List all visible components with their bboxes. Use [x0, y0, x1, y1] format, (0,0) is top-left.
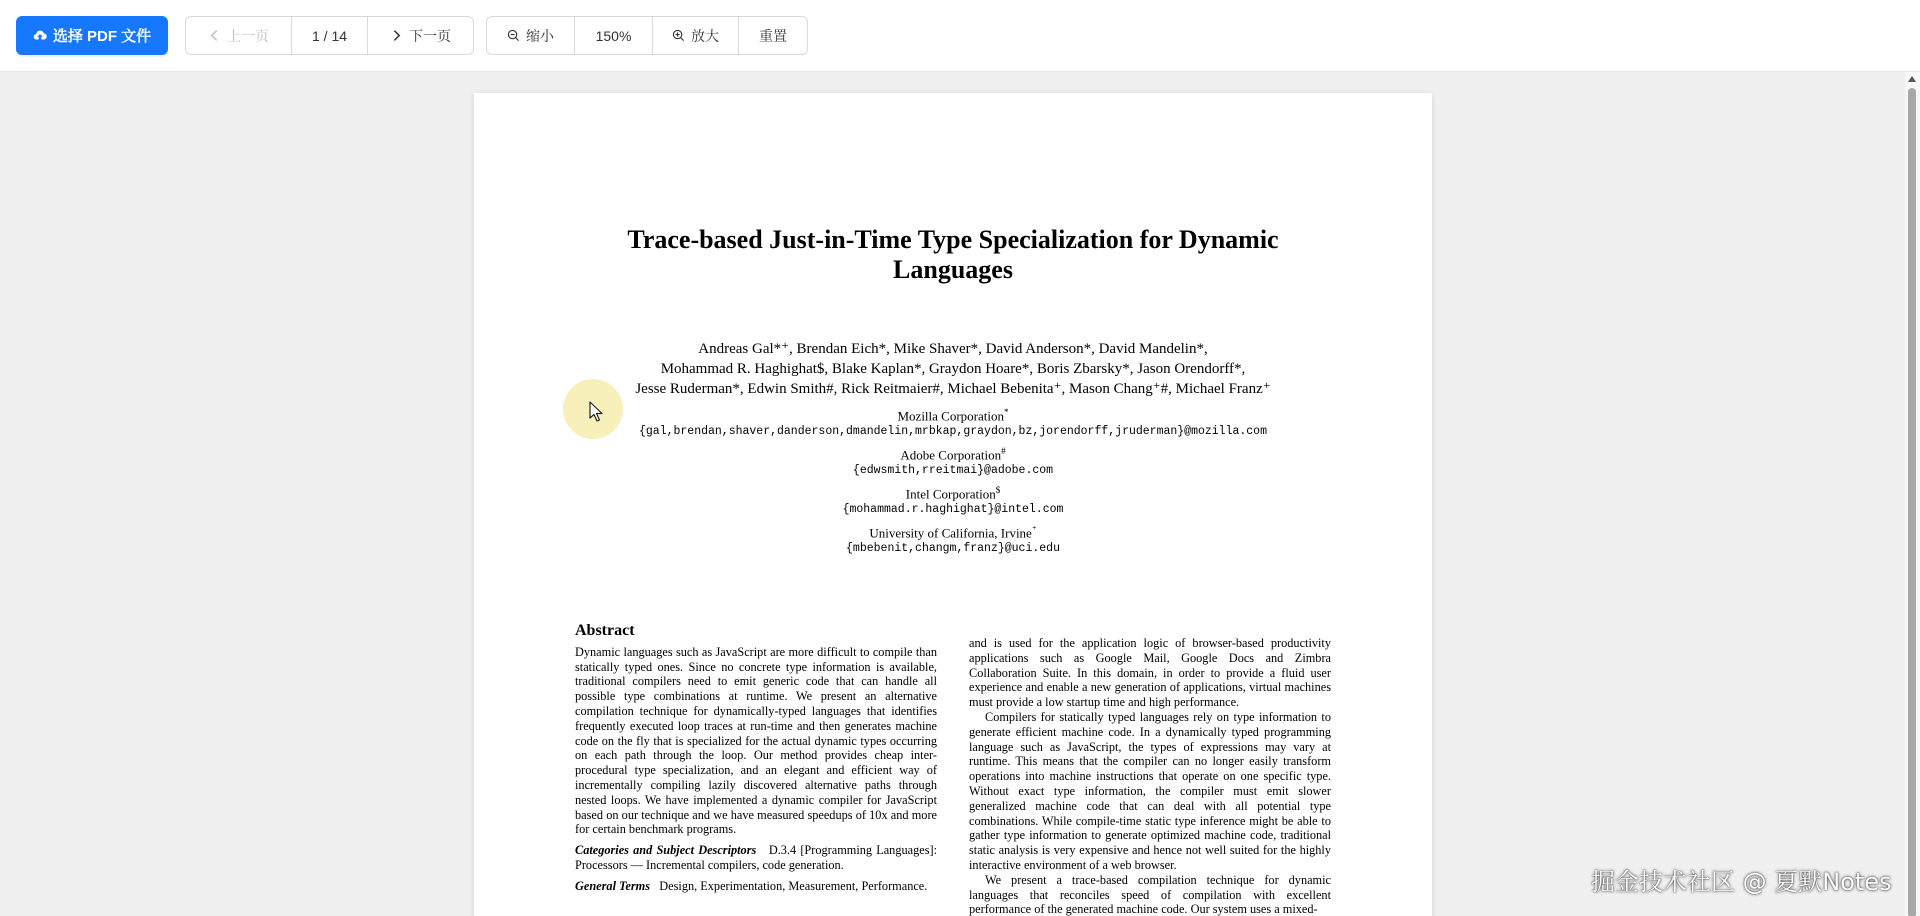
- zoom-out-icon: [507, 29, 520, 42]
- page-indicator: 1 / 14: [292, 17, 368, 54]
- prev-page-button[interactable]: [186, 17, 292, 54]
- abstract-heading: Abstract: [575, 622, 635, 639]
- intro-paragraph-3: We present a trace-based compilation technique for dynamic languages that reconciles speed of compilation with excellent performance of the generated machine code. Our system uses a mixed-: [969, 872, 1331, 916]
- scroll-up-arrow-icon[interactable]: [1908, 76, 1916, 82]
- page-nav-group: [185, 16, 474, 55]
- next-page-label: 下一页: [409, 27, 451, 44]
- intro-paragraph-1: and is used for the application logic of browser-based productivity applications such as Google Mail, Google Docs and Zimbra Collaboration Suite. In this domain, in order to provide a fluid user experience and enable a new generation of applications, virtual machines must provide a low startup time and high performance.: [969, 636, 1331, 710]
- zoom-in-icon: [672, 29, 685, 42]
- chevron-left-icon: [208, 29, 221, 42]
- affiliation-email: {gal,brendan,shaver,danderson,dmandelin,mrbkap,graydon,bz,jorendorff,jruderman}@mozilla.com: [638, 425, 1267, 439]
- author-list: [474, 339, 1432, 399]
- paper-title: [474, 225, 1432, 285]
- affiliation-email: {edwsmith,rreitmai}@adobe.com: [852, 464, 1054, 478]
- zoom-out-label: 缩小: [526, 27, 554, 44]
- reset-button[interactable]: 重置: [759, 27, 787, 44]
- title-line-2: Languages: [893, 255, 1013, 284]
- categories-label: Categories and Subject Descriptors: [575, 843, 757, 858]
- affiliation-uci: [474, 521, 1432, 556]
- left-column: [575, 624, 937, 900]
- affiliation-org: Intel Corporation: [905, 486, 996, 502]
- pdf-viewer[interactable]: [0, 72, 1920, 916]
- affiliation-adobe: [474, 443, 1432, 478]
- zoom-in-label: 放大: [691, 27, 719, 44]
- affiliation-mark: *: [1004, 407, 1009, 417]
- affiliation-email: {mbebenit,changm,franz}@uci.edu: [846, 542, 1060, 556]
- affiliation-mark: $: [995, 485, 1001, 495]
- vertical-scrollbar[interactable]: [1905, 72, 1920, 916]
- affiliation-mark: #: [1001, 446, 1006, 456]
- general-terms-paragraph: [575, 879, 937, 894]
- select-pdf-button[interactable]: [16, 16, 168, 55]
- authors-line-2: Mohammad R. Haghighat$, Blake Kaplan*, Graydon Hoare*, Boris Zbarsky*, Jason Orendorff*,: [660, 361, 1246, 377]
- zoom-group: [486, 16, 808, 55]
- general-terms-text: Design, Experimentation, Measurement, Performance.: [659, 878, 928, 893]
- chevron-right-icon: [390, 29, 403, 42]
- affiliation-org: Mozilla Corporation: [897, 408, 1004, 424]
- prev-page-label: 上一页: [227, 27, 269, 44]
- next-page-button[interactable]: [368, 17, 473, 54]
- scrollbar-thumb[interactable]: [1908, 88, 1916, 916]
- zoom-in-button[interactable]: [653, 17, 739, 54]
- zoom-level: 150%: [575, 17, 653, 54]
- affiliation-org: Adobe Corporation: [900, 447, 1002, 463]
- authors-line-1: Andreas Gal*⁺, Brendan Eich*, Mike Shaver*, David Anderson*, David Mandelin*,: [698, 341, 1208, 357]
- title-line-1: Trace-based Just-in-Time Type Specialization for Dynamic: [627, 225, 1279, 254]
- intro-paragraph-2: Compilers for statically typed languages rely on type information to generate efficient machine code. In a dynamically typed programming language such as JavaScript, the types of expressions may vary at runtime. This means that the compiler can no longer easily transform operations into machine instructions that operate on one specific type. Without exact type information, the compiler must emit slower generalized machine code that can deal with all potential type combinations. While compile-time static type inference might be able to gather type information to generate optimized machine code, traditional static analysis is very expensive and hence not well suited for the highly interactive environment of a web browser.: [969, 709, 1331, 872]
- toolbar: [0, 0, 1920, 72]
- affiliation-org: University of California, Irvine: [869, 525, 1032, 541]
- mouse-pointer-icon: [589, 401, 605, 423]
- categories-text: D.3.4 [Programming Languages]: Processors — Incremental compilers, code generation.: [575, 843, 937, 872]
- select-pdf-label: 选择 PDF 文件: [52, 28, 152, 45]
- cloud-upload-icon: [33, 29, 47, 43]
- pdf-page: [474, 93, 1432, 916]
- authors-line-3: Jesse Ruderman*, Edwin Smith#, Rick Reitmaier#, Michael Bebenita⁺, Mason Chang⁺#, Michael Franz⁺: [635, 381, 1271, 397]
- affiliation-mark: ⁺: [1031, 524, 1037, 534]
- affiliation-intel: [474, 482, 1432, 517]
- categories-paragraph: [575, 843, 937, 873]
- abstract-text: Dynamic languages such as JavaScript are more difficult to compile than statically typed ones. Since no concrete type information is available, traditional compilers need to emit generic code that can handle all possible type combinations at runtime. We present an alternative compilation technique for dynamically-typed languages that identifies frequently executed loop traces at run-time and then generates machine code on the fly that is specialized for the actual dynamic types occurring on each path through the loop. Our method provides cheap inter-procedural type specialization, and an elegant and efficient way of incrementally compiling lazily discovered alternative paths through nested loops. We have implemented a dynamic compiler for JavaScript based on our technique and we have measured speedups of 10x and more for certain benchmark programs.: [575, 644, 937, 837]
- general-terms-label: General Terms: [575, 878, 651, 893]
- watermark: 掘金技术社区 @ 夏默Notes: [1591, 868, 1892, 896]
- affiliation-email: {mohammad.r.haghighat}@intel.com: [842, 503, 1064, 517]
- right-column: [969, 636, 1331, 916]
- zoom-out-button[interactable]: [487, 17, 575, 54]
